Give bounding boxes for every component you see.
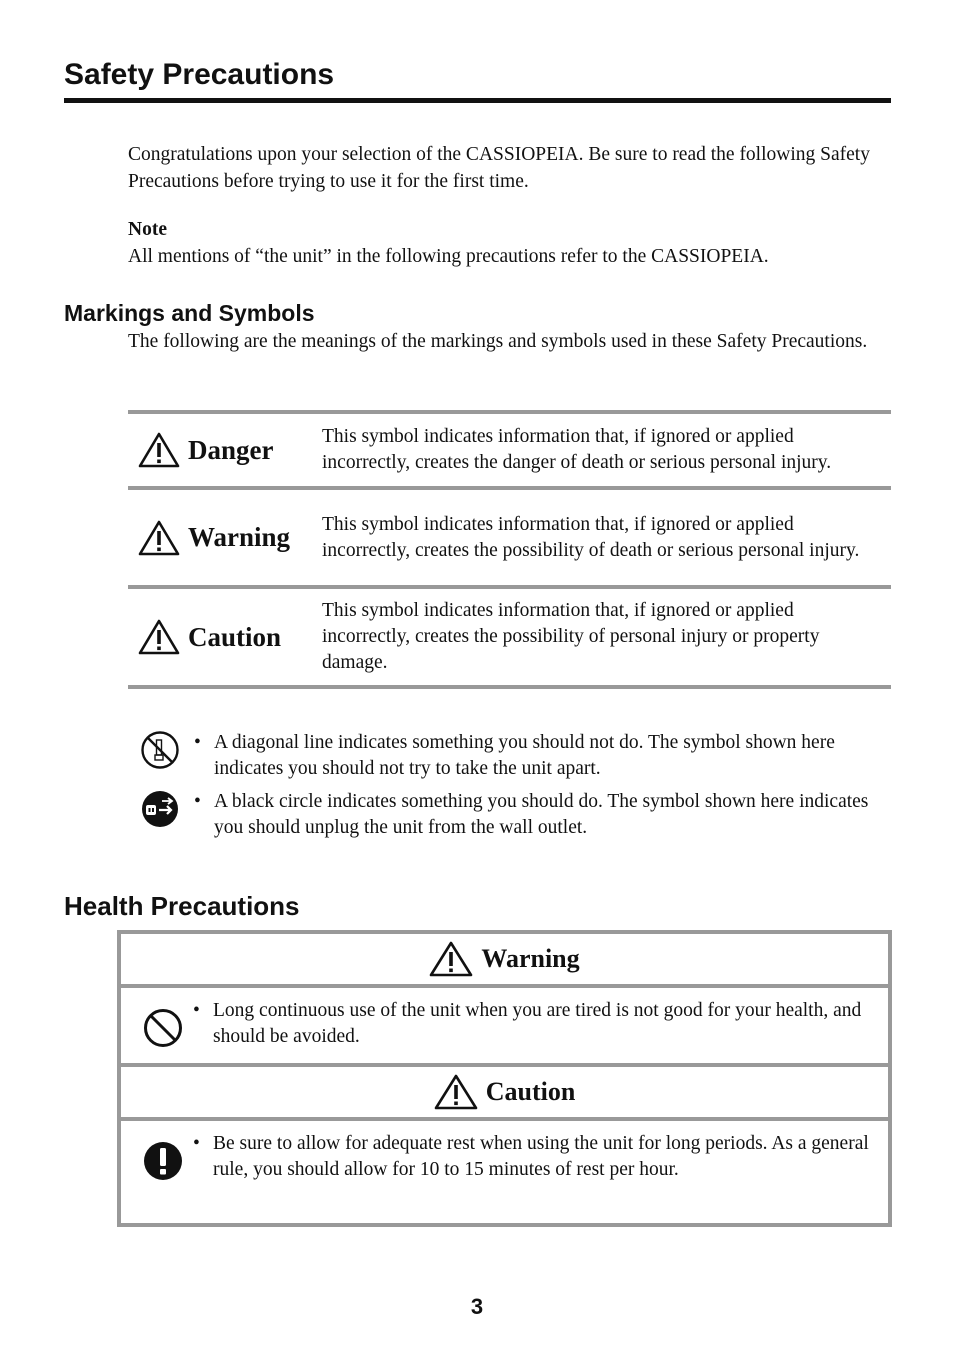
- warning-triangle-icon: [138, 432, 180, 468]
- health-heading: Health Precautions: [64, 891, 300, 921]
- marking-label-text: Danger: [188, 434, 274, 465]
- warning-triangle-icon: [138, 619, 180, 655]
- prohibited-icon: [143, 1008, 183, 1048]
- page-title: Safety Precautions: [64, 58, 335, 91]
- mandatory-action-icon: [143, 1141, 183, 1181]
- health-caution-label: Caution: [485, 1077, 576, 1106]
- legend-item-diagonal-line: [128, 730, 888, 782]
- legend-item-black-circle: [128, 789, 888, 841]
- legend-text: A diagonal line indicates something you should not do. The symbol shown here indicates you should not try to take the unit apart.: [214, 732, 835, 779]
- warning-triangle-icon: [429, 941, 473, 977]
- unplug-icon: [140, 789, 180, 829]
- page-number: 3: [470, 1294, 484, 1319]
- marking-label-text: Warning: [188, 522, 291, 552]
- warning-triangle-icon: [434, 1074, 478, 1110]
- bullet: •: [194, 732, 201, 753]
- marking-description: This symbol indicates information that, if ignored or applied incorrectly, creates the possibility of death or serious personal injury.: [322, 513, 860, 561]
- health-caution-header: [121, 1067, 888, 1121]
- markings-heading: Markings and Symbols: [64, 300, 315, 326]
- note-heading: Note: [128, 219, 167, 240]
- health-warning-item: [121, 988, 888, 1067]
- marking-row-caution: [128, 585, 891, 689]
- health-warning-header: [121, 934, 888, 988]
- title-rule: [64, 98, 891, 103]
- marking-label-warning: [128, 520, 322, 556]
- marking-description: This symbol indicates information that, if ignored or applied incorrectly, creates the danger of death or serious personal injury.: [322, 426, 832, 473]
- no-disassembly-icon: [140, 730, 180, 770]
- bullet: •: [194, 791, 201, 812]
- marking-label-text: Caution: [188, 621, 282, 652]
- markings-table: [128, 410, 891, 689]
- bullet: •: [193, 1000, 200, 1021]
- markings-intro: The following are the meanings of the markings and symbols used in these Safety Precautions.: [128, 331, 868, 352]
- marking-description: This symbol indicates information that, if ignored or applied incorrectly, creates the possibility of personal injury or property damage.: [322, 600, 820, 673]
- health-caution-text: Be sure to allow for adequate rest when using the unit for long periods. As a general rule, you should allow for 10 to 15 minutes of rest per hour.: [213, 1133, 869, 1180]
- note-text: All mentions of “the unit” in the following precautions refer to the CASSIOPEIA.: [128, 245, 769, 267]
- health-warning-text: Long continuous use of the unit when you are tired is not good for your health, and should be avoided.: [213, 1000, 862, 1047]
- marking-label-caution: [128, 619, 322, 655]
- marking-row-warning: [128, 486, 891, 585]
- health-caution-item: [121, 1121, 888, 1223]
- legend-text: A black circle indicates something you should do. The symbol shown here indicates you should unplug the unit from the wall outlet.: [214, 791, 869, 838]
- health-warning-label: Warning: [481, 944, 580, 973]
- note-block: [128, 217, 888, 270]
- marking-row-danger: [128, 410, 891, 486]
- marking-label-danger: [128, 432, 322, 468]
- bullet: •: [193, 1133, 200, 1154]
- intro-paragraph: Congratulations upon your selection of the CASSIOPEIA. Be sure to read the following Safety Precautions before trying to use it for the first time.: [128, 144, 870, 192]
- health-precautions-box: [117, 930, 892, 1227]
- warning-triangle-icon: [138, 520, 180, 556]
